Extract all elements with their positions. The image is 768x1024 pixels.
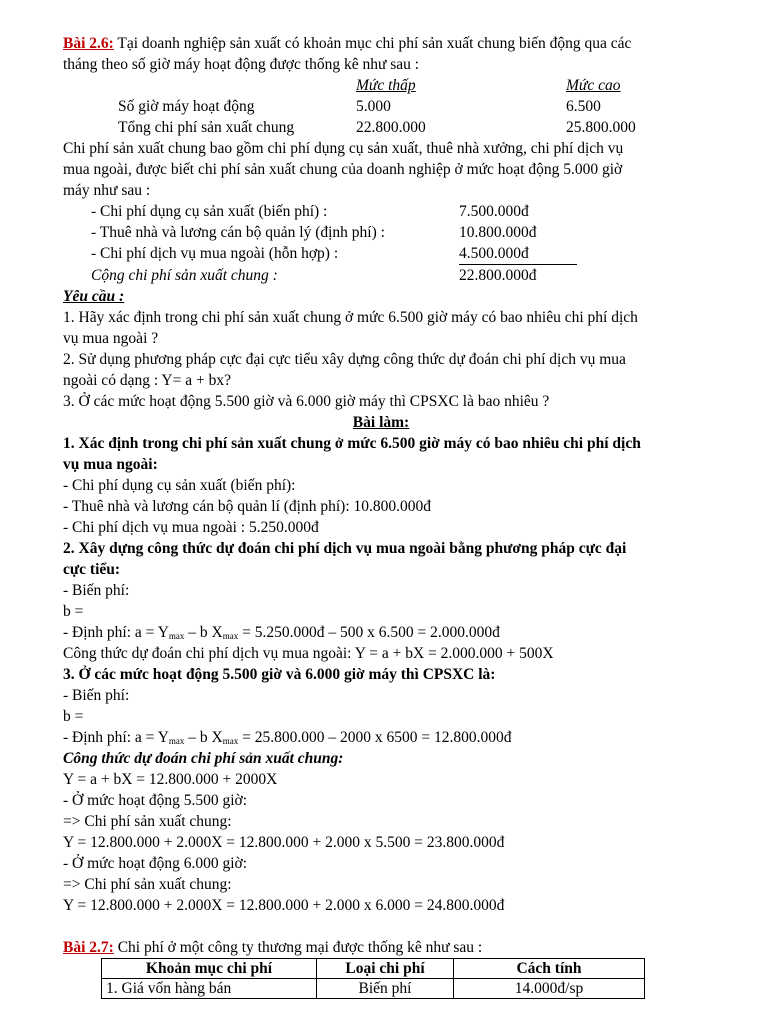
requirement: 1. Hãy xác định trong chi phí sản xuất chung ở mức 6.500 giờ máy có bao nhiêu chi phí dịch xyxy=(63,309,638,326)
solution-line: - Thuê nhà và lương cán bộ quản lí (định phí): 10.800.000đ xyxy=(63,498,432,515)
solution-line: - Ở mức hoạt động 5.500 giờ: xyxy=(63,792,248,809)
requirement: 2. Sử dụng phương pháp cực đại cực tiểu xây dựng công thức dự đoán chi phí dịch vụ mua xyxy=(63,351,626,368)
table-header-row: Khoản mục chi phí Loại chi phí Cách tính xyxy=(102,959,645,979)
section-heading: 2. Xây dựng công thức dự đoán chi phí dịch vụ mua ngoài bằng phương pháp cực đại xyxy=(63,540,627,557)
solution-line: Y = 12.800.000 + 2.000X = 12.800.000 + 2.000 x 6.000 = 24.800.000đ xyxy=(63,897,505,914)
solution-heading: Bài làm: xyxy=(352,414,410,431)
solution-line: - Ở mức hoạt động 6.000 giờ: xyxy=(63,855,248,872)
bai27-intro: Bài 2.7: Chi phí ở một công ty thương mại được thống kê như sau : xyxy=(63,939,483,956)
section-heading: 1. Xác định trong chi phí sản xuất chung ở mức 6.500 giờ máy có bao nhiêu chi phí dịch xyxy=(63,435,641,452)
solution-line: - Chi phí dụng cụ sản xuất (biến phí): xyxy=(63,477,296,494)
requirement: ngoài có dạng : Y= a + bx? xyxy=(63,372,231,389)
solution-line: Y = a + bX = 12.800.000 + 2000X xyxy=(63,771,278,788)
header-low: Mức thấp xyxy=(356,77,416,94)
section-heading: 3. Ở các mức hoạt động 5.500 giờ và 6.000 giờ máy thì CPSXC là: xyxy=(63,666,496,683)
solution-line: Công thức dự đoán chi phí dịch vụ mua ngoài: Y = a + bX = 2.000.000 + 500X xyxy=(63,645,554,662)
solution-line: => Chi phí sản xuất chung: xyxy=(63,813,232,830)
bai27-cost-table xyxy=(101,958,645,999)
document-content xyxy=(63,33,699,999)
solution-line: - Định phí: $a = Y_{max} - b$ $X_{max}$ = 5.250.000đ – 500 x 6.500 = 2.000.000đ xyxy=(63,624,500,641)
requirements-heading: Yêu cầu : xyxy=(63,288,125,305)
paragraph: máy như sau : xyxy=(63,182,151,199)
table-row: 1. Giá vốn hàng bán Biến phí 14.000đ/sp xyxy=(102,979,645,999)
cost-item: - Chi phí dụng cụ sản xuất (biến phí) : 7.500.000đ xyxy=(91,203,529,220)
table-row: Tổng chi phí sản xuất chung 22.800.000 25.800.000 xyxy=(118,119,636,136)
formula-heading: Công thức dự đoán chi phí sản xuất chung: xyxy=(63,750,344,767)
solution-line: - Chi phí dịch vụ mua ngoài : 5.250.000đ xyxy=(63,519,319,536)
solution-line: - Biến phí: xyxy=(63,582,130,599)
bai26-intro-line2: tháng theo số giờ máy hoạt động được thống kê như sau : xyxy=(63,56,420,73)
solution-line: => Chi phí sản xuất chung: xyxy=(63,876,232,893)
solution-line: b = xyxy=(63,603,84,620)
section-heading: cực tiểu: xyxy=(63,561,121,578)
solution-line: Y = 12.800.000 + 2.000X = 12.800.000 + 2.000 x 5.500 = 23.800.000đ xyxy=(63,834,505,851)
bai26-label: Bài 2.6: xyxy=(63,35,114,52)
requirement: vụ mua ngoài ? xyxy=(63,330,159,347)
solution-line: - Biến phí: xyxy=(63,687,130,704)
cost-breakdown xyxy=(63,201,699,286)
requirement: 3. Ở các mức hoạt động 5.500 giờ và 6.000 giờ máy thì CPSXC là bao nhiêu ? xyxy=(63,393,550,410)
header-high: Mức cao xyxy=(566,77,621,94)
solution-line: b = xyxy=(63,708,84,725)
paragraph: Chi phí sản xuất chung bao gồm chi phí dụng cụ sản xuất, thuê nhà xưởng, chi phí dịch vụ xyxy=(63,140,624,157)
cost-item: - Chi phí dịch vụ mua ngoài (hỗn hợp) : 4.500.000đ xyxy=(63,243,699,265)
cost-item: - Thuê nhà và lương cán bộ quản lý (định phí) : 10.800.000đ xyxy=(91,224,537,241)
cost-total: Cộng chi phí sản xuất chung : 22.800.000đ xyxy=(91,267,537,284)
bai26-activity-table xyxy=(63,75,699,138)
section-heading: vụ mua ngoài: xyxy=(63,456,158,473)
table-row: Số giờ máy hoạt động 5.000 6.500 xyxy=(118,98,601,115)
bai27-label: Bài 2.7: xyxy=(63,939,114,956)
solution-line: - Định phí: $a = Y_{max} - b$ $X_{max} = 25.800.000 - 2000$ x 6500 = 12.800.000đ xyxy=(63,729,512,746)
bai26-intro: Bài 2.6: Tại doanh nghiệp sản xuất có khoản mục chi phí sản xuất chung biến động qua các xyxy=(63,35,632,52)
paragraph: mua ngoài, được biết chi phí sản xuất chung của doanh nghiệp ở mức hoạt động 5.000 giờ xyxy=(63,161,623,178)
table-header-row xyxy=(63,75,699,96)
